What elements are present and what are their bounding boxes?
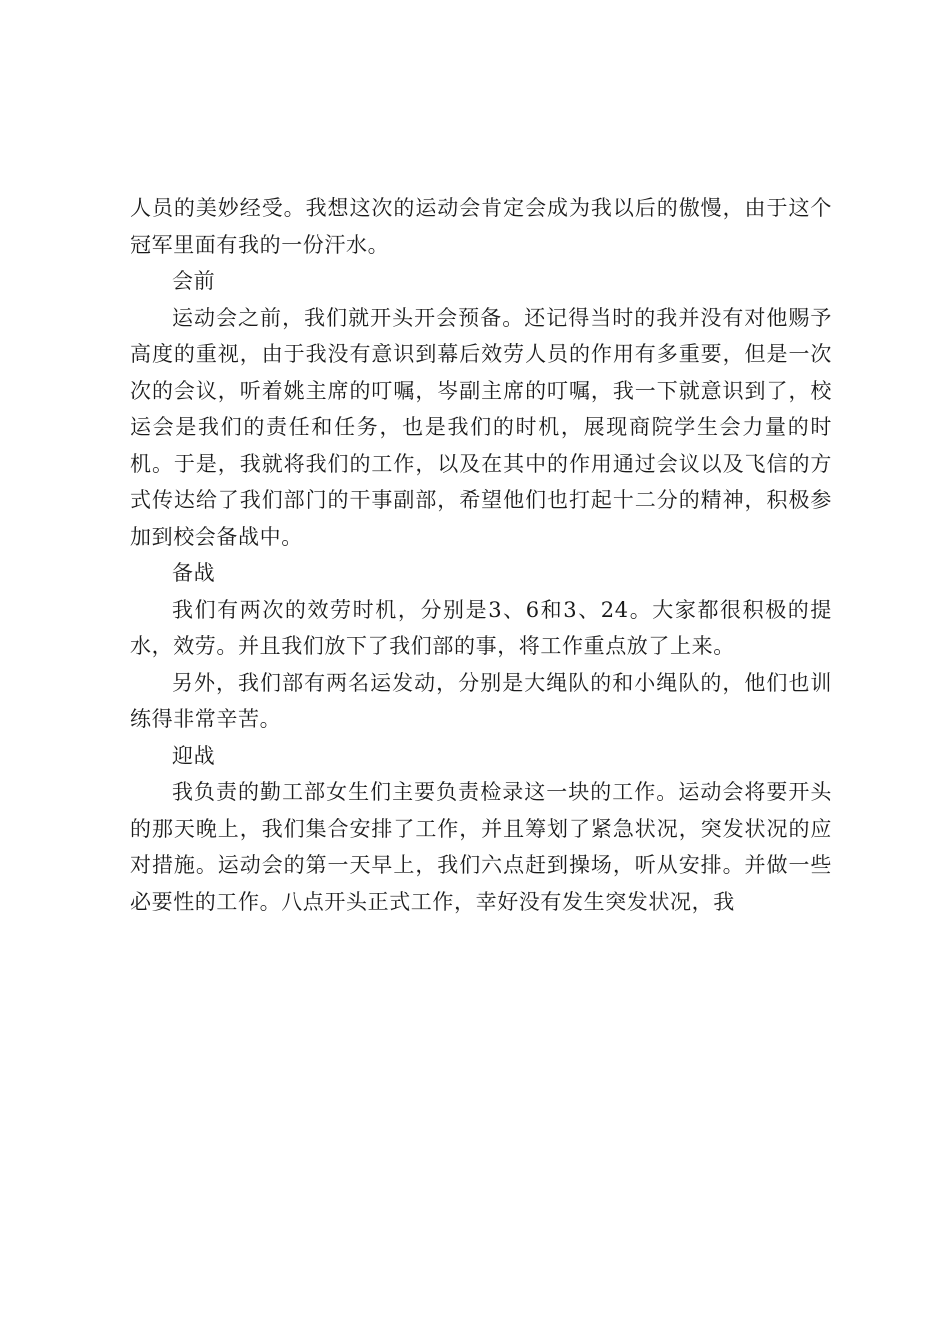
- paragraph-event: 我负责的勤工部女生们主要负责检录这一块的工作。运动会将要开头的那天晚上，我们集合安排了工作，并且筹划了紧急状况，突发状况的应对措施。运动会的第一天早上，我们六点赶到操场，听从安排。并做一些必要性的工作。八点开头正式工作，幸好没有发生突发状况，我: [130, 780, 832, 914]
- document-body: [130, 190, 832, 920]
- paragraph-preparation-service: 我们有两次的效劳时机，分别是3、6和3、24。大家都很积极的提水，效劳。并且我们放下了我们部的事，将工作重点放了上来。: [130, 597, 832, 658]
- section-heading-event: 迎战: [172, 743, 216, 768]
- paragraph-preparation-athletes: 另外，我们部有两名运发动，分别是大绳队的和小绳队的，他们也训练得非常辛苦。: [130, 670, 832, 731]
- paragraph-before-meeting: 运动会之前，我们就开头开会预备。还记得当时的我并没有对他赐予高度的重视，由于我没有意识到幕后效劳人员的作用有多重要，但是一次次的会议，听着姚主席的叮嘱，岑副主席的叮嘱，我一下就意识到了，校运会是我们的责任和任务，也是我们的时机，展现商院学生会力量的时机。于是，我就将我们的工作，以及在其中的作用通过会议以及飞信的方式传达给了我们部门的干事副部，希望他们也打起十二分的精神，积极参加到校会备战中。: [130, 305, 832, 549]
- section-heading-before-meeting: 会前: [172, 269, 216, 293]
- section-heading-preparation: 备战: [172, 561, 216, 585]
- paragraph-continuation: 人员的美妙经受。我想这次的运动会肯定会成为我以后的傲慢，由于这个冠军里面有我的一份汗水。: [130, 196, 832, 257]
